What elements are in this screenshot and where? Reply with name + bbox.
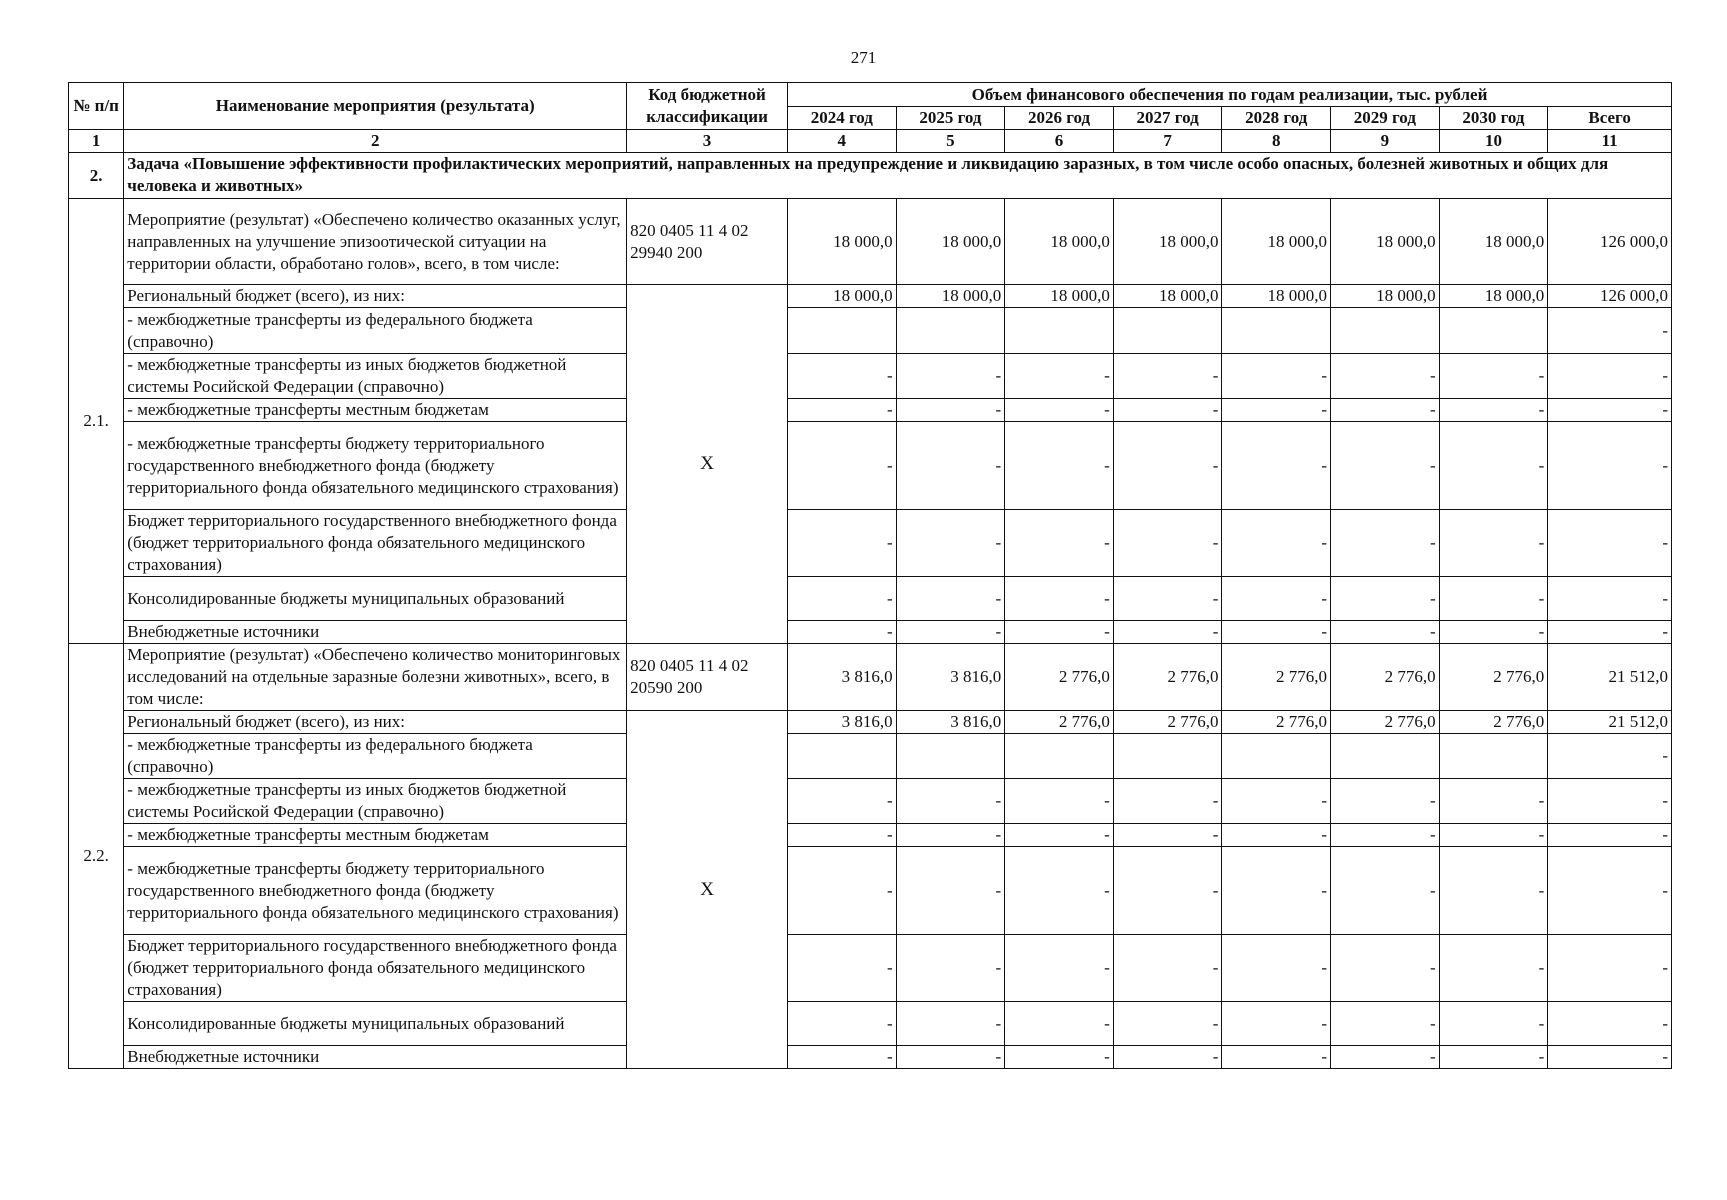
header-total: Всего bbox=[1548, 107, 1672, 130]
year-value: - bbox=[1005, 422, 1114, 510]
header-finance: Объем финансового обеспечения по годам реализации, тыс. рублей bbox=[788, 83, 1672, 107]
year-value: - bbox=[1113, 422, 1222, 510]
budget-source-label: - межбюджетные трансферты бюджету территориального государственного внебюджетного фонда (бюджету территориального фонда обязательного медицинского страхования) bbox=[124, 847, 627, 935]
year-value: - bbox=[1439, 399, 1548, 422]
year-value: - bbox=[788, 779, 897, 824]
year-value: 18 000,0 bbox=[1439, 199, 1548, 285]
year-value: - bbox=[896, 422, 1005, 510]
year-value: - bbox=[1113, 824, 1222, 847]
header-code: Код бюджетной классификации bbox=[627, 83, 788, 130]
year-value bbox=[1005, 734, 1114, 779]
year-value: - bbox=[788, 399, 897, 422]
budget-code: 820 0405 11 4 02 20590 200 bbox=[627, 644, 788, 711]
budget-source-label: Консолидированные бюджеты муниципальных образований bbox=[124, 1002, 627, 1046]
header-name: Наименование мероприятия (результата) bbox=[124, 83, 627, 130]
year-value bbox=[896, 734, 1005, 779]
not-applicable-mark: Х bbox=[627, 711, 788, 1069]
budget-source-row bbox=[69, 577, 1672, 621]
total-value: - bbox=[1548, 1002, 1672, 1046]
year-value: 18 000,0 bbox=[1005, 199, 1114, 285]
header-year: 2028 год bbox=[1222, 107, 1331, 130]
budget-source-label: - межбюджетные трансферты из федерального бюджета (справочно) bbox=[124, 734, 627, 779]
year-value bbox=[1113, 734, 1222, 779]
year-value: - bbox=[1113, 1046, 1222, 1069]
year-value: - bbox=[1113, 847, 1222, 935]
year-value: - bbox=[1005, 354, 1114, 399]
year-value: - bbox=[1222, 1046, 1331, 1069]
year-value: - bbox=[1005, 399, 1114, 422]
year-value: - bbox=[896, 935, 1005, 1002]
budget-source-row bbox=[69, 1002, 1672, 1046]
year-value: 2 776,0 bbox=[1005, 644, 1114, 711]
column-number: 4 bbox=[788, 130, 897, 153]
year-value: - bbox=[1005, 824, 1114, 847]
budget-source-label: Бюджет территориального государственного внебюджетного фонда (бюджет территориального фонда обязательного медицинского страхования) bbox=[124, 935, 627, 1002]
year-value: - bbox=[896, 779, 1005, 824]
total-value: - bbox=[1548, 399, 1672, 422]
year-value: - bbox=[1439, 422, 1548, 510]
year-value: - bbox=[788, 847, 897, 935]
column-number: 6 bbox=[1005, 130, 1114, 153]
year-value: - bbox=[1113, 577, 1222, 621]
year-value: - bbox=[896, 621, 1005, 644]
column-number: 5 bbox=[896, 130, 1005, 153]
year-value: - bbox=[1222, 621, 1331, 644]
year-value: 2 776,0 bbox=[1113, 711, 1222, 734]
total-value: - bbox=[1548, 422, 1672, 510]
header-year: 2030 год bbox=[1439, 107, 1548, 130]
year-value: - bbox=[788, 1046, 897, 1069]
column-number: 1 bbox=[69, 130, 124, 153]
year-value bbox=[1439, 308, 1548, 354]
year-value: - bbox=[788, 354, 897, 399]
year-value: 18 000,0 bbox=[1439, 285, 1548, 308]
year-value: - bbox=[788, 824, 897, 847]
year-value: - bbox=[1331, 354, 1440, 399]
total-value: - bbox=[1548, 354, 1672, 399]
column-number: 11 bbox=[1548, 130, 1672, 153]
event-title: Мероприятие (результат) «Обеспечено количество мониторинговых исследований на отдельные заразные болезни животных», всего, в том числе: bbox=[124, 644, 627, 711]
year-value: - bbox=[1222, 510, 1331, 577]
event-row bbox=[69, 199, 1672, 285]
year-value: 3 816,0 bbox=[788, 644, 897, 711]
budget-source-row bbox=[69, 711, 1672, 734]
header-year: 2024 год bbox=[788, 107, 897, 130]
year-value: - bbox=[1331, 779, 1440, 824]
task-row bbox=[69, 153, 1672, 199]
total-value: - bbox=[1548, 779, 1672, 824]
year-value: 18 000,0 bbox=[1005, 285, 1114, 308]
total-value: - bbox=[1548, 734, 1672, 779]
year-value: - bbox=[1005, 510, 1114, 577]
year-value: 18 000,0 bbox=[1222, 199, 1331, 285]
year-value: 2 776,0 bbox=[1439, 711, 1548, 734]
header-num: № п/п bbox=[69, 83, 124, 130]
year-value: 18 000,0 bbox=[896, 285, 1005, 308]
year-value: 18 000,0 bbox=[1331, 199, 1440, 285]
total-value: - bbox=[1548, 621, 1672, 644]
year-value: - bbox=[896, 354, 1005, 399]
year-value: - bbox=[1005, 1002, 1114, 1046]
budget-source-label: Внебюджетные источники bbox=[124, 621, 627, 644]
column-number: 3 bbox=[627, 130, 788, 153]
event-title: Мероприятие (результат) «Обеспечено количество оказанных услуг, направленных на улучшение эпизоотической ситуации на территории области, обработано голов», всего, в том числе: bbox=[124, 199, 627, 285]
year-value: - bbox=[896, 399, 1005, 422]
budget-source-row bbox=[69, 285, 1672, 308]
year-value: - bbox=[788, 510, 897, 577]
year-value: 18 000,0 bbox=[1113, 199, 1222, 285]
year-value: - bbox=[788, 1002, 897, 1046]
year-value bbox=[1439, 734, 1548, 779]
year-value: - bbox=[1439, 354, 1548, 399]
year-value bbox=[1113, 308, 1222, 354]
budget-source-row bbox=[69, 422, 1672, 510]
year-value: - bbox=[1222, 847, 1331, 935]
budget-source-label: Региональный бюджет (всего), из них: bbox=[124, 285, 627, 308]
year-value: - bbox=[1005, 621, 1114, 644]
budget-source-label: - межбюджетные трансферты местным бюджетам bbox=[124, 824, 627, 847]
not-applicable-mark: Х bbox=[627, 285, 788, 644]
year-value: - bbox=[1439, 779, 1548, 824]
year-value: - bbox=[896, 1002, 1005, 1046]
column-number: 2 bbox=[124, 130, 627, 153]
year-value: - bbox=[788, 621, 897, 644]
year-value: 2 776,0 bbox=[1331, 644, 1440, 711]
year-value: 2 776,0 bbox=[1331, 711, 1440, 734]
year-value: - bbox=[1439, 577, 1548, 621]
budget-source-label: - межбюджетные трансферты бюджету территориального государственного внебюджетного фонда (бюджету территориального фонда обязательного медицинского страхования) bbox=[124, 422, 627, 510]
total-value: - bbox=[1548, 308, 1672, 354]
year-value: - bbox=[896, 847, 1005, 935]
year-value: - bbox=[1222, 354, 1331, 399]
column-numbers-row bbox=[69, 130, 1672, 153]
year-value bbox=[1222, 734, 1331, 779]
event-number: 2.1. bbox=[69, 199, 124, 644]
year-value: 18 000,0 bbox=[788, 199, 897, 285]
year-value: - bbox=[1222, 577, 1331, 621]
year-value: - bbox=[1439, 847, 1548, 935]
year-value: - bbox=[1331, 1002, 1440, 1046]
year-value: - bbox=[896, 1046, 1005, 1069]
year-value: - bbox=[1005, 847, 1114, 935]
task-title: Задача «Повышение эффективности профилактических мероприятий, направленных на предупреждение и ликвидацию заразных, в том числе особо опасных, болезней животных и общих для человека и животных» bbox=[124, 153, 1672, 199]
year-value: - bbox=[1005, 1046, 1114, 1069]
year-value: - bbox=[788, 422, 897, 510]
year-value: 18 000,0 bbox=[896, 199, 1005, 285]
year-value: 2 776,0 bbox=[1005, 711, 1114, 734]
year-value: 2 776,0 bbox=[1222, 711, 1331, 734]
budget-source-row bbox=[69, 734, 1672, 779]
budget-source-row bbox=[69, 824, 1672, 847]
column-number: 8 bbox=[1222, 130, 1331, 153]
budget-source-label: Бюджет территориального государственного внебюджетного фонда (бюджет территориального фонда обязательного медицинского страхования) bbox=[124, 510, 627, 577]
year-value: - bbox=[1113, 510, 1222, 577]
year-value: - bbox=[1113, 779, 1222, 824]
year-value: - bbox=[1222, 779, 1331, 824]
budget-source-row bbox=[69, 1046, 1672, 1069]
year-value: - bbox=[1113, 935, 1222, 1002]
column-number: 9 bbox=[1331, 130, 1440, 153]
year-value: - bbox=[1439, 510, 1548, 577]
budget-source-row bbox=[69, 354, 1672, 399]
budget-source-row bbox=[69, 399, 1672, 422]
year-value: 18 000,0 bbox=[1222, 285, 1331, 308]
column-number: 10 bbox=[1439, 130, 1548, 153]
year-value: - bbox=[1222, 399, 1331, 422]
budget-source-row bbox=[69, 510, 1672, 577]
total-value: 21 512,0 bbox=[1548, 711, 1672, 734]
year-value bbox=[896, 308, 1005, 354]
year-value: 3 816,0 bbox=[896, 644, 1005, 711]
column-number: 7 bbox=[1113, 130, 1222, 153]
year-value: - bbox=[1439, 824, 1548, 847]
year-value: - bbox=[896, 577, 1005, 621]
year-value: 2 776,0 bbox=[1222, 644, 1331, 711]
year-value: - bbox=[896, 824, 1005, 847]
year-value: 3 816,0 bbox=[896, 711, 1005, 734]
year-value: - bbox=[896, 510, 1005, 577]
budget-source-row bbox=[69, 847, 1672, 935]
year-value: 18 000,0 bbox=[1331, 285, 1440, 308]
budget-source-label: - межбюджетные трансферты из федерального бюджета (справочно) bbox=[124, 308, 627, 354]
year-value: - bbox=[788, 577, 897, 621]
budget-source-row bbox=[69, 779, 1672, 824]
page-number: 271 bbox=[850, 48, 877, 67]
year-value: 18 000,0 bbox=[1113, 285, 1222, 308]
header-year: 2025 год bbox=[896, 107, 1005, 130]
year-value: 3 816,0 bbox=[788, 711, 897, 734]
year-value: - bbox=[1439, 1002, 1548, 1046]
budget-source-label: Консолидированные бюджеты муниципальных образований bbox=[124, 577, 627, 621]
financing-table bbox=[68, 82, 1672, 1069]
header-year: 2026 год bbox=[1005, 107, 1114, 130]
year-value: - bbox=[1113, 1002, 1222, 1046]
budget-source-row bbox=[69, 935, 1672, 1002]
year-value: - bbox=[1331, 935, 1440, 1002]
total-value: - bbox=[1548, 935, 1672, 1002]
year-value bbox=[1222, 308, 1331, 354]
year-value: - bbox=[1331, 847, 1440, 935]
year-value: - bbox=[1331, 824, 1440, 847]
budget-source-label: - межбюджетные трансферты местным бюджетам bbox=[124, 399, 627, 422]
budget-source-label: Региональный бюджет (всего), из них: bbox=[124, 711, 627, 734]
year-value: - bbox=[1222, 935, 1331, 1002]
year-value: - bbox=[1222, 824, 1331, 847]
year-value: - bbox=[1222, 1002, 1331, 1046]
budget-source-label: Внебюджетные источники bbox=[124, 1046, 627, 1069]
total-value: - bbox=[1548, 847, 1672, 935]
header-year: 2027 год bbox=[1113, 107, 1222, 130]
year-value bbox=[788, 308, 897, 354]
year-value: - bbox=[1113, 399, 1222, 422]
event-row bbox=[69, 644, 1672, 711]
year-value: - bbox=[1005, 779, 1114, 824]
year-value: - bbox=[1222, 422, 1331, 510]
budget-source-label: - межбюджетные трансферты из иных бюджетов бюджетной системы Росийской Федерации (справочно) bbox=[124, 779, 627, 824]
budget-source-row bbox=[69, 308, 1672, 354]
year-value: - bbox=[1331, 399, 1440, 422]
year-value: - bbox=[1439, 621, 1548, 644]
year-value: - bbox=[1331, 510, 1440, 577]
year-value: - bbox=[788, 935, 897, 1002]
total-value: - bbox=[1548, 510, 1672, 577]
budget-code: 820 0405 11 4 02 29940 200 bbox=[627, 199, 788, 285]
year-value: - bbox=[1439, 1046, 1548, 1069]
year-value: - bbox=[1331, 577, 1440, 621]
year-value bbox=[1331, 734, 1440, 779]
event-number: 2.2. bbox=[69, 644, 124, 1069]
year-value: 2 776,0 bbox=[1439, 644, 1548, 711]
year-value: - bbox=[1005, 935, 1114, 1002]
year-value: - bbox=[1439, 935, 1548, 1002]
budget-source-row bbox=[69, 621, 1672, 644]
total-value: 21 512,0 bbox=[1548, 644, 1672, 711]
year-value: - bbox=[1113, 621, 1222, 644]
budget-source-label: - межбюджетные трансферты из иных бюджетов бюджетной системы Росийской Федерации (справочно) bbox=[124, 354, 627, 399]
year-value: 2 776,0 bbox=[1113, 644, 1222, 711]
year-value bbox=[1331, 308, 1440, 354]
total-value: 126 000,0 bbox=[1548, 285, 1672, 308]
total-value: - bbox=[1548, 1046, 1672, 1069]
task-number: 2. bbox=[69, 153, 124, 199]
year-value: - bbox=[1113, 354, 1222, 399]
total-value: 126 000,0 bbox=[1548, 199, 1672, 285]
year-value: 18 000,0 bbox=[788, 285, 897, 308]
year-value bbox=[1005, 308, 1114, 354]
year-value: - bbox=[1331, 621, 1440, 644]
year-value bbox=[788, 734, 897, 779]
total-value: - bbox=[1548, 824, 1672, 847]
total-value: - bbox=[1548, 577, 1672, 621]
year-value: - bbox=[1005, 577, 1114, 621]
year-value: - bbox=[1331, 1046, 1440, 1069]
year-value: - bbox=[1331, 422, 1440, 510]
header-year: 2029 год bbox=[1331, 107, 1440, 130]
